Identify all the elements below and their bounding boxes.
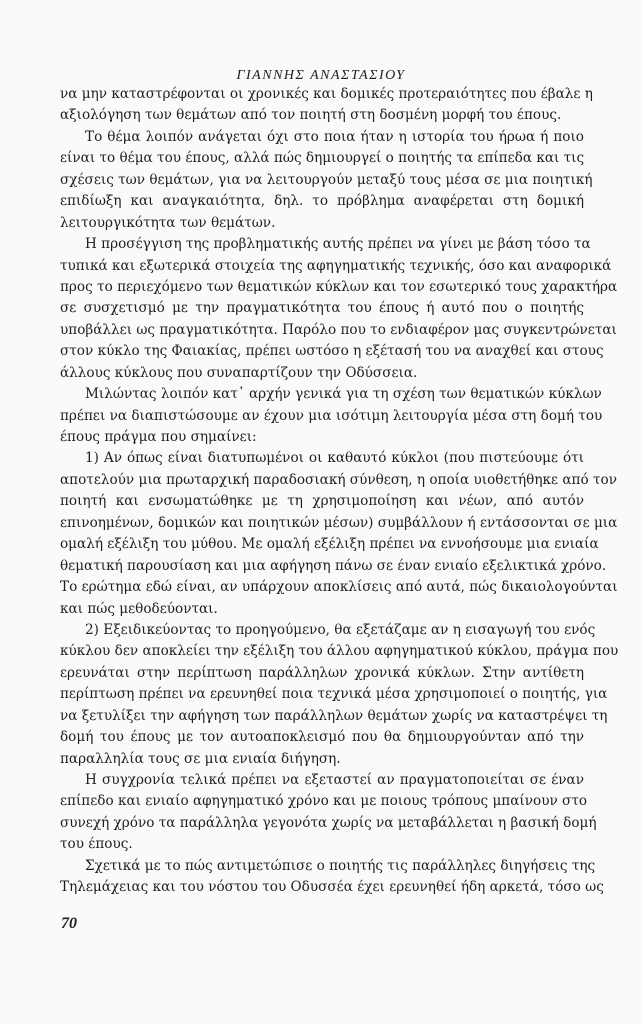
- paragraph: [60, 384, 603, 448]
- text-line: Το θέμα λοιπόν ανάγεται όχι στο ποια ήταν η ιστορία του ήρωα ή ποιο: [85, 128, 584, 145]
- text-line: επιδίωξη και αναγκαιότητα, δηλ. το πρόβλημα αναφέρεται στη δομική: [60, 193, 584, 210]
- text-line: αξιολόγηση των θεμάτων από τον ποιητή στη δοσμένη μορφή του έπους.: [60, 107, 562, 124]
- text-line: δομή του έπους με τον αυτοαποκλεισμό που θα δημιουργούνταν από την: [60, 729, 584, 746]
- text-line: ποιητή και ενσωματώθηκε με τη χρησιμοποίηση και νέων, από αυτόν: [60, 493, 584, 510]
- text-line: σε συσχετισμό με την πραγματικότητα του έπους ή αυτό που ο ποιητής: [60, 300, 584, 317]
- text-line: Η προσέγγιση της προβληματικής αυτής πρέπει να γίνει με βάση τόσο τα: [85, 236, 591, 253]
- page-number: 70: [61, 915, 77, 932]
- text-line: 1) Αν όπως είναι διατυπωμένοι οι καθαυτό κύκλοι (που πιστεύουμε ότι: [85, 450, 584, 467]
- text-line: να μην καταστρέφονται οι χρονικές και δομικές προτεραιότητες που έβαλε η: [60, 86, 593, 102]
- text-line: πρέπει να διαπιστώσουμε αν έχουν μια ισότιμη λειτουργία μέσα στη δομή του: [60, 407, 603, 424]
- text-line: θεματική παρουσίαση και μια αφήγηση πάνω σε έναν ενιαίο εξελικτικά χρόνο.: [60, 557, 607, 574]
- paragraph: [60, 770, 597, 856]
- text-line: Σχετικά με το πώς αντιμετώπισε ο ποιητής τις παράλληλες διηγήσεις της: [85, 857, 596, 874]
- text-line: περίπτωση πρέπει να ερευνηθεί ποια τεχνικά μέσα χρησιμοποιεί ο ποιητής, για: [60, 686, 608, 703]
- text-line: σχέσεις των θεμάτων, για να λειτουργούν μεταξύ τους μέσα σε μια ποιητική: [60, 171, 593, 188]
- text-line: επινοημένων, δομικών και ποιητικών μέσων) συμβάλλουν ή εντάσσονται σε μια: [60, 514, 618, 531]
- text-line: αποτελούν μια πρωταρχική παραδοσιακή σύνθεση, η οποία υιοθετήθηκε από τον: [60, 471, 617, 488]
- text-line: Τηλεμάχειας και του νόστου του Οδυσσέα έχει ερευνηθεί ήδη αρκετά, τόσο ως: [60, 879, 604, 896]
- text-line: Μιλώντας λοιπόν κατ᾽ αρχήν γενικά για τη σχέση των θεματικών κύκλων: [85, 386, 602, 403]
- text-line: να ξετυλίξει την αφήγηση των παράλληλων θεμάτων χωρίς να καταστρέψει τη: [60, 707, 608, 724]
- text-line: Το ερώτημα εδώ είναι, αν υπάρχουν αποκλίσεις από αυτά, πώς δικαιολογούνται: [60, 579, 618, 596]
- text-line: του έπους.: [60, 836, 133, 853]
- text-line: άλλους κύκλους που συναπαρτίζουν την Οδύσσεια.: [60, 364, 418, 381]
- text-line: παραλληλία τους σε μια ενιαία διήγηση.: [60, 750, 341, 767]
- text-line: συνεχή χρόνο τα παράλληλα γεγονότα χωρίς να μεταβάλλεται η βασική δομή: [60, 814, 597, 831]
- text-line: στον κύκλο της Φαιακίας, πρέπει ωστόσο η εξέτασή του να αναχθεί και στους: [60, 343, 604, 360]
- text-line: Η συγχρονία τελικά πρέπει να εξεταστεί αν πραγματοποιείται σε έναν: [85, 772, 584, 788]
- paragraph: [60, 84, 593, 127]
- paragraph: [60, 620, 619, 770]
- text-line: υποβάλλει ως πραγματικότητα. Παρόλο που το ενδιαφέρον μας συγκεντρώνεται: [60, 321, 617, 338]
- text-line: ομαλή εξέλιξη του μύθου. Με ομαλή εξέλιξη πρέπει να εννοήσουμε μια ενιαία: [60, 536, 599, 553]
- text-line: τυπικά και εξωτερικά στοιχεία της αφηγηματικής τεχνικής, όσο και αναφορικά: [60, 257, 612, 274]
- paragraph: [60, 127, 593, 234]
- body-text: [60, 84, 619, 899]
- text-line: 2) Εξειδικεύοντας το προηγούμενο, θα εξετάζαμε αν η εισαγωγή του ενός: [85, 621, 596, 638]
- text-line: ερευνάται στην περίπτωση παράλληλων χρονικά κύκλων. Στην αντίθετη: [60, 664, 584, 681]
- paragraph: [60, 448, 618, 620]
- text-line: λειτουργικότητα των θεμάτων.: [60, 214, 276, 231]
- text-line: έπους πράγμα που σημαίνει:: [60, 429, 257, 445]
- text-line: προς το περιεχόμενο των θεματικών κύκλων και τον εσωτερικό τους χαρακτήρα: [60, 278, 618, 295]
- text-line: είναι το θέμα του έπους, αλλά πώς δημιουργεί ο ποιητής τα επίπεδα και τις: [60, 150, 585, 167]
- running-head: ΓΙΑΝΝΗΣ ΑΝΑΣΤΑΣΙΟΥ: [236, 68, 406, 83]
- text-line: επίπεδο και ενιαίο αφηγηματικό χρόνο και με ποιους τρόπους μπαίνουν στο: [60, 793, 588, 810]
- text-line: κύκλου δεν αποκλείει την εξέλιξη του άλλου αφηγηματικού κύκλου, πράγμα που: [60, 643, 619, 660]
- paragraph: [60, 234, 618, 384]
- text-line: και πώς μεθοδεύονται.: [60, 600, 218, 617]
- paragraph: [60, 856, 604, 899]
